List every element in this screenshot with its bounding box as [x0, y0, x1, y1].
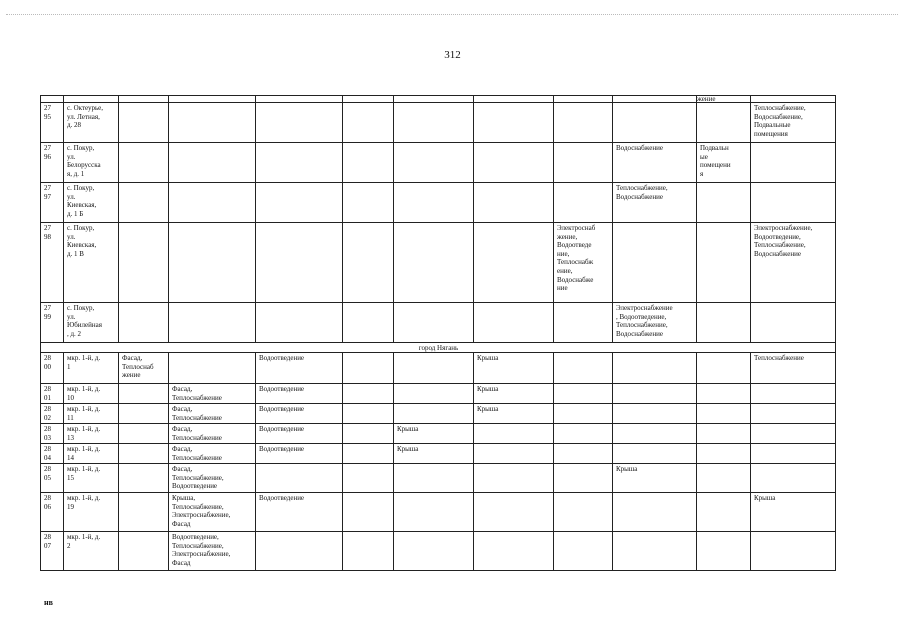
row-number-cell: 28 03 [41, 424, 64, 444]
work-type-cell [394, 303, 474, 343]
work-type-cell [613, 532, 697, 571]
work-type-cell: Водоотведение [256, 353, 343, 384]
work-type-cell: Подвальн ые помещени я [697, 143, 751, 183]
work-type-cell [119, 532, 169, 571]
work-type-cell [697, 532, 751, 571]
work-type-cell [613, 444, 697, 464]
work-type-cell [256, 223, 343, 303]
work-type-cell [169, 223, 256, 303]
work-type-cell [697, 424, 751, 444]
work-type-cell [751, 384, 836, 404]
work-type-cell [119, 143, 169, 183]
work-type-cell: Электроснаб жение, Водоотведе ние, Теплоснабж ение, Водоснабже ние [554, 223, 613, 303]
work-type-cell: Теплоснабжение [751, 353, 836, 384]
row-number-cell: 28 05 [41, 464, 64, 493]
work-type-cell [169, 103, 256, 143]
work-type-cell [554, 464, 613, 493]
work-type-cell [554, 532, 613, 571]
work-type-cell [169, 183, 256, 223]
work-type-cell [474, 103, 554, 143]
work-type-cell [394, 384, 474, 404]
table-row [41, 444, 836, 464]
work-type-cell [394, 223, 474, 303]
work-type-cell [554, 143, 613, 183]
table-row [41, 532, 836, 571]
work-type-cell: Фасад, Теплоснабжение [169, 424, 256, 444]
work-type-cell: Крыша [394, 424, 474, 444]
work-type-cell [169, 353, 256, 384]
work-type-cell: Водоотведение [256, 424, 343, 444]
work-type-cell [394, 183, 474, 223]
work-type-cell: Фасад, Теплоснаб жение [119, 353, 169, 384]
top-edge-artifact [6, 14, 898, 16]
work-type-cell: Фасад, Теплоснабжение [169, 444, 256, 464]
work-type-cell [394, 493, 474, 532]
address-cell: с. Покур, ул. Белорусска я, д. 1 [64, 143, 119, 183]
work-type-cell: Крыша [474, 384, 554, 404]
work-type-cell: Крыша [474, 404, 554, 424]
work-type-cell [613, 404, 697, 424]
address-cell: мкр. 1-й, д. 15 [64, 464, 119, 493]
table-row [41, 384, 836, 404]
work-type-cell: Теплоснабжение, Водоснабжение [613, 183, 697, 223]
table-row [41, 183, 836, 223]
work-type-cell [554, 404, 613, 424]
footer-mark: нв [44, 598, 53, 607]
work-type-cell [256, 303, 343, 343]
work-type-cell [554, 353, 613, 384]
work-type-cell [343, 223, 394, 303]
work-type-cell [751, 444, 836, 464]
address-cell: мкр. 1-й, д. 13 [64, 424, 119, 444]
work-type-cell [343, 444, 394, 464]
work-type-cell [343, 303, 394, 343]
address-cell: с. Покур, ул. Киевская, д. 1 Б [64, 183, 119, 223]
work-type-cell [119, 223, 169, 303]
work-type-cell [554, 424, 613, 444]
work-type-cell: Крыша, Теплоснабжение, Электроснабжение, Фасад [169, 493, 256, 532]
table-row [41, 303, 836, 343]
work-type-cell [697, 183, 751, 223]
address-cell: мкр. 1-й, д. 19 [64, 493, 119, 532]
work-type-cell [474, 493, 554, 532]
work-type-cell [343, 493, 394, 532]
table-row [41, 424, 836, 444]
work-type-cell [613, 384, 697, 404]
address-cell: с. Октеурье, ул. Летная, д. 28 [64, 103, 119, 143]
address-cell: с. Покур, ул. Киевская, д. 1 В [64, 223, 119, 303]
row-number-cell: 28 01 [41, 384, 64, 404]
work-type-cell [169, 303, 256, 343]
row-number-cell: 27 98 [41, 223, 64, 303]
work-type-cell [554, 444, 613, 464]
work-type-cell [613, 424, 697, 444]
work-type-cell [394, 464, 474, 493]
work-type-cell: Водоотведение [256, 404, 343, 424]
work-type-cell [394, 532, 474, 571]
work-type-cell [554, 103, 613, 143]
address-cell: мкр. 1-й, д. 1 [64, 353, 119, 384]
work-type-cell: Водоотведение [256, 493, 343, 532]
table-row [41, 103, 836, 143]
work-type-cell [751, 532, 836, 571]
row-number-cell: 28 04 [41, 444, 64, 464]
work-type-cell [119, 424, 169, 444]
work-type-cell [343, 464, 394, 493]
work-type-cell [554, 493, 613, 532]
work-type-cell [119, 404, 169, 424]
work-type-cell [613, 103, 697, 143]
work-type-cell [554, 303, 613, 343]
work-type-cell [256, 183, 343, 223]
work-type-cell [554, 183, 613, 223]
table-row [41, 143, 836, 183]
work-type-cell [697, 353, 751, 384]
work-type-cell [119, 444, 169, 464]
work-type-cell [474, 444, 554, 464]
work-type-cell [751, 464, 836, 493]
address-cell: мкр. 1-й, д. 14 [64, 444, 119, 464]
work-type-cell [697, 303, 751, 343]
work-type-cell: Теплоснабжение, Водоснабжение, Подвальные помещения [751, 103, 836, 143]
work-type-cell [697, 464, 751, 493]
work-type-cell [697, 404, 751, 424]
row-number-cell: 28 00 [41, 353, 64, 384]
header-fragment-text: жение [697, 96, 751, 103]
row-number-cell: 28 07 [41, 532, 64, 571]
address-cell: мкр. 1-й, д. 2 [64, 532, 119, 571]
work-type-cell [474, 143, 554, 183]
work-type-cell [394, 404, 474, 424]
work-type-cell [343, 532, 394, 571]
work-type-cell [169, 143, 256, 183]
row-number-cell: 27 96 [41, 143, 64, 183]
work-type-cell [119, 303, 169, 343]
table-row [41, 223, 836, 303]
city-section-title: город Нягань [41, 343, 836, 353]
work-type-cell [474, 424, 554, 444]
work-type-cell [474, 183, 554, 223]
work-type-cell [751, 303, 836, 343]
work-type-cell [697, 444, 751, 464]
work-type-cell [119, 493, 169, 532]
work-type-cell: Водоотведение [256, 444, 343, 464]
work-type-cell [394, 353, 474, 384]
work-type-cell [394, 103, 474, 143]
work-type-cell [256, 143, 343, 183]
row-number-cell: 28 06 [41, 493, 64, 532]
work-type-cell [343, 183, 394, 223]
work-type-cell [343, 103, 394, 143]
work-type-cell: Электроснабжение , Водоотведение, Теплоснабжение, Водоснабжение [613, 303, 697, 343]
work-type-cell [697, 384, 751, 404]
work-type-cell [119, 464, 169, 493]
work-type-cell: Водоснабжение [613, 143, 697, 183]
work-type-cell [119, 384, 169, 404]
work-type-cell: Электроснабжение, Водоотведение, Теплоснабжение, Водоснабжение [751, 223, 836, 303]
work-type-cell: Фасад, Теплоснабжение [169, 384, 256, 404]
work-type-cell [256, 103, 343, 143]
address-cell: мкр. 1-й, д. 10 [64, 384, 119, 404]
work-type-cell [751, 143, 836, 183]
table-row [41, 353, 836, 384]
work-type-cell: Водоотведение, Теплоснабжение, Электроснабжение, Фасад [169, 532, 256, 571]
document-table [40, 95, 836, 571]
work-type-cell: Водоотведение [256, 384, 343, 404]
work-type-cell [474, 532, 554, 571]
work-type-cell [343, 353, 394, 384]
work-type-cell: Фасад, Теплоснабжение [169, 404, 256, 424]
row-number-cell: 27 99 [41, 303, 64, 343]
work-type-cell [613, 353, 697, 384]
work-type-cell [256, 532, 343, 571]
table-row [41, 493, 836, 532]
work-type-cell: Фасад, Теплоснабжение, Водоотведение [169, 464, 256, 493]
row-number-cell: 28 02 [41, 404, 64, 424]
table-header-fragment-row [41, 96, 836, 103]
work-type-cell [613, 493, 697, 532]
page-number: 312 [444, 49, 461, 61]
address-cell: мкр. 1-й, д. 11 [64, 404, 119, 424]
work-type-cell [343, 384, 394, 404]
work-type-cell [697, 103, 751, 143]
work-type-cell [343, 143, 394, 183]
work-type-cell [394, 143, 474, 183]
work-type-cell [474, 223, 554, 303]
work-type-cell [474, 303, 554, 343]
work-type-cell: Крыша [751, 493, 836, 532]
work-type-cell: Крыша [394, 444, 474, 464]
work-type-cell [343, 404, 394, 424]
work-type-cell [751, 404, 836, 424]
work-type-cell [119, 183, 169, 223]
table-row [41, 404, 836, 424]
work-type-cell [697, 493, 751, 532]
work-type-cell [474, 464, 554, 493]
work-type-cell [751, 424, 836, 444]
work-type-cell [256, 464, 343, 493]
city-section-row [41, 343, 836, 353]
table-row [41, 464, 836, 493]
work-type-cell [613, 223, 697, 303]
row-number-cell: 27 95 [41, 103, 64, 143]
work-type-cell [119, 103, 169, 143]
work-type-cell [697, 223, 751, 303]
work-type-cell [554, 384, 613, 404]
row-number-cell: 27 97 [41, 183, 64, 223]
address-cell: с. Покур, ул. Юбилейная , д. 2 [64, 303, 119, 343]
work-type-cell [343, 424, 394, 444]
work-type-cell [751, 183, 836, 223]
work-type-cell: Крыша [613, 464, 697, 493]
work-type-cell: Крыша [474, 353, 554, 384]
